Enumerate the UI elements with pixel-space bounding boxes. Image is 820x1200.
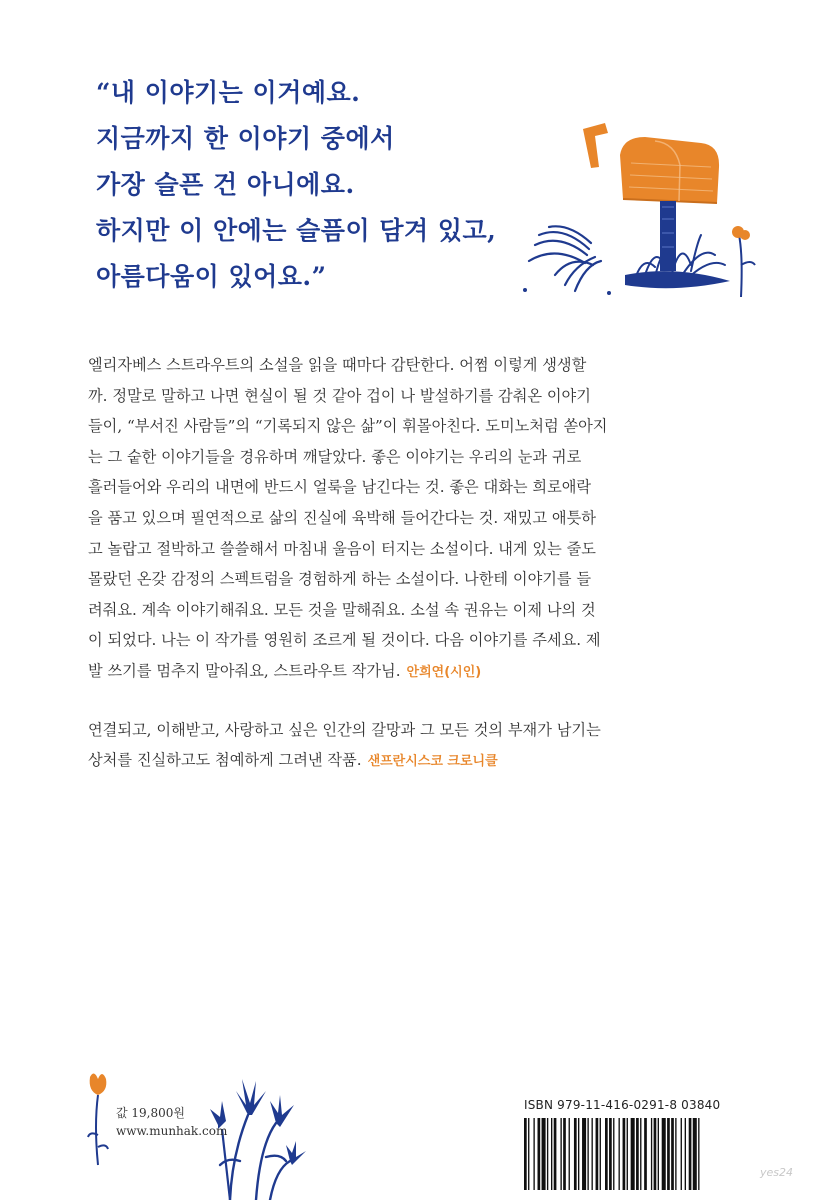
review-paragraph-2 [88, 715, 748, 778]
barcode-bar [582, 1118, 586, 1190]
price-block [116, 1104, 227, 1140]
isbn-block [524, 1098, 742, 1190]
barcode-bar [675, 1118, 676, 1190]
barcode-bar [685, 1118, 686, 1190]
barcode-bar [667, 1118, 670, 1190]
barcode-bar [631, 1118, 635, 1190]
quote-line: 아름다움이 있어요.” [96, 262, 327, 291]
review-line: 까. 정말로 말하고 나면 현실이 될 것 같아 겁이 나 발설하기를 감춰온 이야기 [88, 386, 591, 405]
barcode-bar [654, 1118, 657, 1190]
review-line: 엘리자베스 스트라우트의 소설을 읽을 때마다 감탄한다. 어쩜 이렇게 생생할 [88, 356, 587, 374]
barcode-bar [542, 1118, 546, 1190]
review-line: 흘러들어와 우리의 내면에 반드시 얼룩을 남긴다는 것. 좋은 대화는 희로애락 [88, 478, 592, 497]
quote-line: 하지만 이 안에는 슬픔이 담겨 있고, [96, 216, 497, 245]
barcode-bar [671, 1118, 674, 1190]
barcode-bar [644, 1118, 647, 1190]
barcode-bar [569, 1118, 570, 1190]
barcode-bar [554, 1118, 557, 1190]
barcode-bar [592, 1118, 593, 1190]
barcode-bar [574, 1118, 577, 1190]
website-text: www.munhak.com [116, 1124, 228, 1138]
review-attribution: 안희연(시인) [406, 664, 482, 680]
price-text: 값 19,800원 [116, 1106, 185, 1120]
barcode-bar [658, 1118, 659, 1190]
mailbox-illustration-icon [505, 115, 760, 310]
barcode-bar [587, 1118, 588, 1190]
review-line: 상처를 진실하고도 첨예하게 그려낸 작품. [88, 751, 362, 770]
barcode-bar [524, 1118, 527, 1190]
review-line: 는 그 숱한 이야기들을 경유하며 깨달았다. 좋은 이야기는 우리의 눈과 귀로 [88, 447, 582, 466]
barcode-bar [627, 1118, 628, 1190]
review-line: 발 쓰기를 멈추지 말아줘요, 스트라우트 작가님. [88, 661, 401, 680]
review-line: 몰랐던 온갖 감정의 스펙트럼을 경험하게 하는 소설이다. 나한테 이야기를 들 [88, 570, 592, 589]
isbn-text: ISBN 979-11-416-0291-8 03840 [524, 1098, 721, 1112]
watermark: yes24 [760, 1166, 794, 1179]
review-line: 들이, “부서진 사람들”의 “기록되지 않은 삶”이 휘몰아친다. 도미노처럼 쏟아지 [88, 417, 608, 436]
review-line-last [88, 656, 748, 689]
barcode-bar [636, 1118, 639, 1190]
pull-quote [96, 70, 566, 300]
barcode-bar [600, 1118, 601, 1190]
barcode-bar [551, 1118, 552, 1190]
barcode-bar [560, 1118, 561, 1190]
review-text [88, 350, 748, 804]
barcode-bar [547, 1118, 548, 1190]
quote-line: 가장 슬픈 건 아니에요. [96, 170, 355, 199]
barcode-icon [524, 1118, 742, 1190]
review-line: 연결되고, 이해받고, 사랑하고 싶은 인간의 갈망과 그 모든 것의 부재가 남기는 [88, 720, 601, 739]
barcode-bar [681, 1118, 682, 1190]
barcode-bar [605, 1118, 608, 1190]
review-line: 고 놀랍고 절박하고 쓸쓸해서 마침내 울음이 터지는 소설이다. 내게 있는 줄도 [88, 539, 596, 558]
barcode-bar [619, 1118, 620, 1190]
barcode-bar [538, 1118, 541, 1190]
review-attribution: 샌프란시스코 크로니클 [367, 754, 498, 770]
barcode-bar [689, 1118, 692, 1190]
barcode-bar [578, 1118, 579, 1190]
barcode-bar [623, 1118, 626, 1190]
barcode-bar [596, 1118, 599, 1190]
barcode-bar [609, 1118, 612, 1190]
barcode-bar [693, 1118, 697, 1190]
barcode-bar [698, 1118, 699, 1190]
barcode-bar [613, 1118, 614, 1190]
review-line: 려줘요. 계속 이야기해줘요. 모든 것을 말해줘요. 소설 속 권유는 이제 나의 것 [88, 600, 596, 619]
review-line-last [88, 745, 748, 778]
quote-line: 지금까지 한 이야기 중에서 [96, 124, 395, 153]
barcode-bar [528, 1118, 529, 1190]
review-line: 을 품고 있으며 필연적으로 삶의 진실에 육박해 들어간다는 것. 재밌고 애틋하 [88, 508, 596, 527]
barcode-bar [662, 1118, 666, 1190]
review-line: 이 되었다. 나는 이 작가를 영원히 조르게 될 것이다. 다음 이야기를 주세요. 제 [88, 631, 601, 650]
barcode-bar [563, 1118, 566, 1190]
barcode-bar [651, 1118, 652, 1190]
quote-line: “내 이야기는 이거예요. [96, 78, 361, 107]
barcode-bar [533, 1118, 534, 1190]
review-paragraph-1 [88, 350, 748, 689]
barcode-bar [640, 1118, 641, 1190]
